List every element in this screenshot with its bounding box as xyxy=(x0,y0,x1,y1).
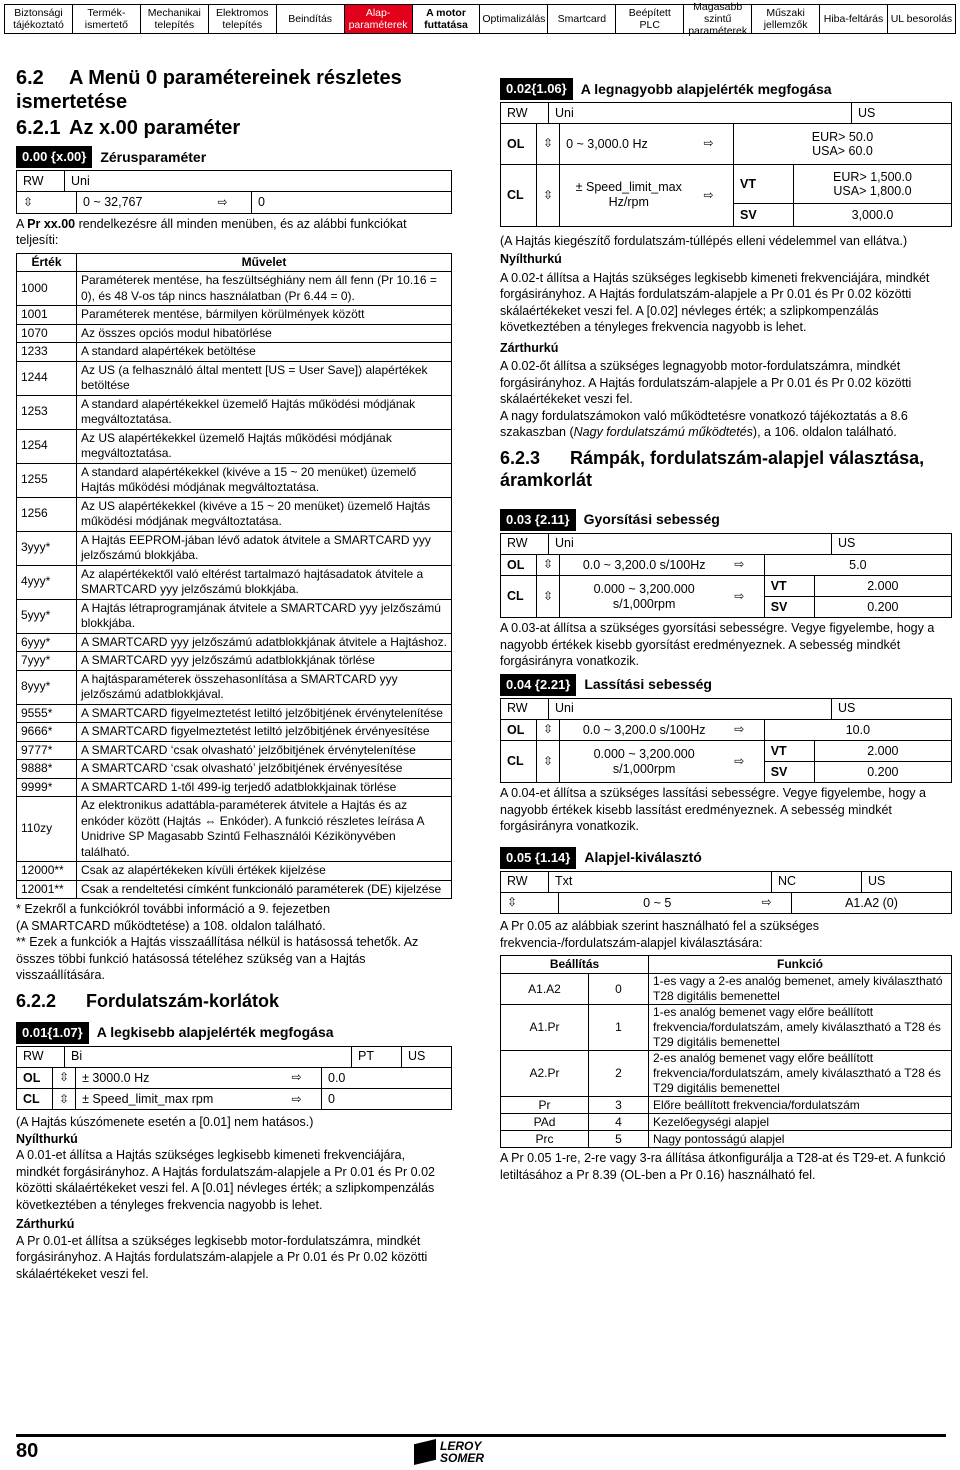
table-row xyxy=(17,741,452,760)
arrow-icon: ⇨ xyxy=(291,1070,302,1085)
param-table: RW Uni US xyxy=(500,533,952,555)
param-name: Gyorsítási sebesség xyxy=(583,511,720,528)
row-action: A SMARTCARD yyy jelzőszámú adatblokkjának átvitele a Hajtáshoz. xyxy=(77,633,452,652)
closed-loop-heading: Zárthurkú xyxy=(16,1217,75,1231)
setting-number: 5 xyxy=(589,1131,649,1148)
nav-tab[interactable]: Mechanikai telepítés xyxy=(141,5,209,33)
updown-icon: ⇳ xyxy=(543,187,554,202)
row-value: 5yyy* xyxy=(17,599,77,633)
table-row xyxy=(17,463,452,497)
nav-tab[interactable]: Termék-ismertető xyxy=(73,5,141,33)
row-action: A Hajtás létraprogramjának átvitele a SMARTCARD yyy jelzőszámú blokkjába. xyxy=(77,599,452,633)
param-table: RW Uni US xyxy=(500,102,952,124)
table-row xyxy=(17,361,452,395)
param-range-table: ⇳ 0 ~ 32,767 ⇨ 0 xyxy=(16,192,452,214)
updown-icon: ⇳ xyxy=(543,557,554,572)
logo-mark-icon xyxy=(414,1439,436,1465)
param-id: 0.04 {2.21} xyxy=(500,674,576,696)
row-action: A standard alapértékekkel (kivéve a 15 ~ 20 menüket) üzemelő Hajtás működési módjának megváltoztatása. xyxy=(77,463,452,497)
table-row xyxy=(501,974,952,1005)
row-value: 1244 xyxy=(17,361,77,395)
param-range-table: OL ⇳ 0.0 ~ 3,200.0 s/100Hz ⇨ 10.0 CL ⇳ 0.000 ~ 3,200.000 s/1,000rpm ⇨ VT 2.000 SV 0.200 xyxy=(500,720,952,784)
section-heading: 6.2 A Menü 0 paramétereinek részletes ismertetése xyxy=(16,67,402,113)
updown-icon: ⇳ xyxy=(507,895,518,910)
param-range-table: OL ⇳ 0 ~ 3,000.0 Hz ⇨ EUR> 50.0 USA> 60.0 CL ⇳ ± Speed_limit_max Hz/rpm ⇨ VT EUR> 1,500.0 USA> 1,800.0 SV 3,000.0 xyxy=(500,124,952,227)
param-block-0-03 xyxy=(500,509,952,619)
table-row xyxy=(17,306,452,325)
setting-function: 1-es vagy a 2-es analóg bemenet, amely kiválasztható T28 digitális bemenettel xyxy=(649,974,952,1005)
updown-icon: ⇳ xyxy=(59,1070,70,1085)
nav-tab-active[interactable]: Alap-paraméterek xyxy=(345,5,413,33)
arrow-icon: ⇨ xyxy=(734,589,745,604)
table-row xyxy=(17,324,452,343)
row-value: 1000 xyxy=(17,272,77,306)
table-row xyxy=(17,723,452,742)
row-value: 1001 xyxy=(17,306,77,325)
nav-tab[interactable]: Beindítás xyxy=(277,5,345,33)
footnote-1: * Ezekről a funkciókról további információ a 9. fejezetben (A SMARTCARD működtetése) a 108. oldalon található. xyxy=(16,902,331,933)
table-row xyxy=(17,880,452,899)
setting-code: PAd xyxy=(501,1114,589,1131)
arrow-icon: ⇨ xyxy=(217,194,228,209)
nav-tab[interactable]: Optimalizálás xyxy=(480,5,548,33)
nav-tab[interactable]: Smartcard xyxy=(548,5,616,33)
row-action: Az elektronikus adattábla-paraméterek átvitele a Hajtás és az enkóder között (Hajtás ⇔ Enkóder). A funkció részletes leírása A Unidrive SP Magasabb Szintű Felhasználói Kézikönyvében található. xyxy=(77,797,452,862)
table-row xyxy=(17,778,452,797)
closed-loop-text: A Pr 0.01-et állítsa a szükséges legkisebb motor-fordulatszámra, mindkét forgásirányhoz. A Hajtás fordulatszám-alapjele a Pr 0.01 és Pr 0.02 közötti skálaértékeket veszi fel. xyxy=(16,1233,428,1281)
row-value: 9888* xyxy=(17,760,77,779)
setting-number: 2 xyxy=(589,1051,649,1097)
table-row xyxy=(17,565,452,599)
param-table: RW Bi PT US xyxy=(16,1046,452,1068)
param-id: 0.05 {1.14} xyxy=(500,847,576,869)
row-action: A SMARTCARD yyy jelzőszámú adatblokkjának törlése xyxy=(77,652,452,671)
row-value: 12001** xyxy=(17,880,77,899)
arrow-icon: ⇨ xyxy=(703,136,714,151)
arrow-icon: ⇨ xyxy=(734,557,745,572)
table-row xyxy=(17,670,452,704)
table-row xyxy=(501,1131,952,1148)
setting-number: 0 xyxy=(589,974,649,1005)
row-value: 9666* xyxy=(17,723,77,742)
row-value: 1233 xyxy=(17,343,77,362)
setting-function: Nagy pontosságú alapjel xyxy=(649,1131,952,1148)
param-block-0-04 xyxy=(500,674,952,784)
updown-icon: ⇳ xyxy=(23,194,34,209)
table-row xyxy=(501,1097,952,1114)
table-row xyxy=(501,1005,952,1051)
arrow-icon: ⇨ xyxy=(703,187,714,202)
setting-number: 4 xyxy=(589,1114,649,1131)
arrow-icon: ⇨ xyxy=(734,754,745,769)
table-row xyxy=(17,704,452,723)
arrow-icon: ⇨ xyxy=(291,1091,302,1106)
row-action: A standard alapértékekkel üzemelő Hajtás működési módjának megváltoztatása. xyxy=(77,395,452,429)
param-name: A legnagyobb alapjelérték megfogása xyxy=(580,80,832,97)
row-value: 4yyy* xyxy=(17,565,77,599)
left-column xyxy=(16,66,452,1282)
subsection-heading: 6.2.3 Rámpák, fordulatszám-alapjel választása, áramkorlát xyxy=(500,447,925,490)
more-info-text: A nagy fordulatszámokon való működtetésre vonatkozó tájékoztatás a 8.6 szakaszban (Nagy fordulatszámú működtetés), a 106. oldalon található. xyxy=(500,408,908,439)
setting-function: 2-es analóg bemenet vagy előre beállított frekvencia/fordulatszám, amely kiválasztható a T28 és T29 digitális bemenettel xyxy=(649,1051,952,1097)
param-table: RW Uni US xyxy=(500,698,952,720)
row-action: Paraméterek mentése, bármilyen körülmények között xyxy=(77,306,452,325)
row-value: 110zy xyxy=(17,797,77,862)
param-range-table: OL ⇳ 0.0 ~ 3,200.0 s/100Hz ⇨ 5.0 CL ⇳ 0.000 ~ 3,200.000 s/1,000rpm ⇨ VT 2.000 SV 0.200 xyxy=(500,555,952,619)
arrow-icon: ⇨ xyxy=(761,895,772,910)
param-tail-text: A Pr 0.05 1-re, 2-re vagy 3-ra állítása átkonfigurálja a T28-at és T29-et. A funkció letiltásához a Pr 8.39 (OL-ben a Pr 0.16) használható fel. xyxy=(500,1151,946,1182)
table-row xyxy=(17,633,452,652)
row-action: A standard alapértékek betöltése xyxy=(77,343,452,362)
row-value: 12000** xyxy=(17,862,77,881)
subsection-heading: 6.2.2 Fordulatszám-korlátok xyxy=(16,990,280,1011)
setting-function: Kezelőegységi alapjel xyxy=(649,1114,952,1131)
param-table: RW Txt NC US xyxy=(500,871,952,893)
setting-code: Prc xyxy=(501,1131,589,1148)
table-row xyxy=(17,429,452,463)
right-column xyxy=(500,74,952,1183)
nav-tab[interactable]: Műszaki jellemzők xyxy=(752,5,820,33)
chapter-nav xyxy=(4,1,956,37)
row-action: A SMARTCARD 1-től 499-ig terjedő adatblokkjainak törlése xyxy=(77,778,452,797)
row-action: A hajtásparaméterek összehasonlítása a SMARTCARD yyy jelzőszámú adatblokkjával. xyxy=(77,670,452,704)
setting-code: A1.Pr xyxy=(501,1005,589,1051)
selector-table: Beállítás Funkció A1.A2 0 1-es vagy a 2-es analóg bemenet, amely kiválasztható T28 digitális bemenettel A1.Pr 1 1-es analóg bemenet vagy előre beállított frekvencia/fordulatszám, amely kiválasztható a T28 és T29 digitális bemenettel A2.Pr 2 2-es analóg bemenet vagy előre beállított frekvencia/fordulatszám, amely kiválasztható a T28 és T29 digitális bemenettel Pr 3 Előre beállított frekvencia/fordulatszám PAd 4 Kezelőegységi alapjel Prc 5 Nagy pontosságú alapjel xyxy=(500,955,952,1148)
table-row xyxy=(17,862,452,881)
updown-icon: ⇳ xyxy=(543,754,554,769)
nav-tab[interactable]: Elektromos telepítés xyxy=(209,5,277,33)
updown-icon: ⇳ xyxy=(543,136,554,151)
row-value: 1070 xyxy=(17,324,77,343)
param-range-table: ⇳ 0 ~ 5 ⇨ A1.A2 (0) xyxy=(500,893,952,915)
row-value: 3yyy* xyxy=(17,531,77,565)
row-value: 1254 xyxy=(17,429,77,463)
param-id: 0.00 {x.00} xyxy=(16,146,92,168)
table-row xyxy=(17,272,452,306)
row-action: Az összes opciós modul hibatörlése xyxy=(77,324,452,343)
leroy-somer-logo: LEROY SOMER xyxy=(414,1437,518,1467)
param-range-table: OL ⇳ ± 3000.0 Hz ⇨ 0.0 CL ⇳ ± Speed_limit_max rpm ⇨ 0 xyxy=(16,1068,452,1111)
subsection-heading: 6.2.1 Az x.00 paraméter xyxy=(16,117,241,139)
param-table: RW Uni xyxy=(16,170,452,192)
setting-function: Előre beállított frekvencia/fordulatszám xyxy=(649,1097,952,1114)
row-value: 1255 xyxy=(17,463,77,497)
row-action: Az alapértékektől való eltérést tartalmazó hajtásadatok átvitele a SMARTCARD yyy jelzőszámú blokkjába. xyxy=(77,565,452,599)
open-loop-text: A 0.01-et állítsa a Hajtás szükséges legkisebb kimeneti frekvenciájára, mindkét forgásirányhoz. A Hajtás fordulatszám-alapjele a Pr 0.01 és Pr 0.02 közötti skálaértékeket veszi fel. A [0.01] névleges érték; a szlipkompenzálás következtében a tényleges frekvencia nagyobb is lehet. xyxy=(16,1148,435,1212)
table-row xyxy=(17,599,452,633)
row-action: A SMARTCARD figyelmeztetést letiltó jelzőbitjének érvényesítése xyxy=(77,723,452,742)
closed-loop-text: A 0.02-őt állítsa a szükséges legnagyobb motor-fordulatszámra, mindkét forgásirányhoz. A Hajtás fordulatszám-alapjele a Pr 0.01 és Pr 0.02 közötti skálaértékeket veszi fel. xyxy=(500,359,912,406)
param-id: 0.02{1.06} xyxy=(500,78,573,100)
open-loop-text: A 0.02-t állítsa a Hajtás szükséges legkisebb kimeneti frekvenciájára, mindkét forgásirányhoz. A Hajtás fordulatszám-alapjele a Pr 0.01 és Pr 0.02 közötti skálaértékeket veszi fel. A [0.02] névleges érték; a szlipkompenzálás következtében a tényleges frekvencia nagyobb is lehet. xyxy=(500,270,930,334)
table-row xyxy=(501,1114,952,1131)
param-name: Zérusparaméter xyxy=(100,148,207,165)
param-id: 0.03 {2.11} xyxy=(500,509,576,531)
row-value: 7yyy* xyxy=(17,652,77,671)
nav-tab[interactable]: A motor futtatása xyxy=(413,5,481,33)
param-note: (A Hajtás kúszómenete esetén a [0.01] nem hatásos.) xyxy=(16,1115,314,1129)
row-action: A SMARTCARD ‘csak olvasható’ jelzőbitjének érvényesítése xyxy=(77,760,452,779)
updown-icon: ⇳ xyxy=(543,589,554,604)
nav-tab[interactable]: Beépített PLC xyxy=(616,5,684,33)
row-action: A Hajtás EEPROM-jában lévő adatok átvitele a SMARTCARD yyy jelzőszámú blokkjába. xyxy=(77,531,452,565)
setting-code: A1.A2 xyxy=(501,974,589,1005)
param-id: 0.01{1.07} xyxy=(16,1022,89,1044)
setting-code: Pr xyxy=(501,1097,589,1114)
intro-text: A Pr xx.00 rendelkezésre áll minden menüben, és az alábbi funkciókat teljesíti: xyxy=(16,216,407,247)
table-row xyxy=(17,395,452,429)
row-action: Az US alapértékekkel üzemelő Hajtás működési módjának megváltoztatása. xyxy=(77,429,452,463)
setting-number: 3 xyxy=(589,1097,649,1114)
row-value: 9777* xyxy=(17,741,77,760)
footnote-2: ** Ezek a funkciók a Hajtás visszaállítása nélkül is hatásossá tehetők. Az összes többi funkció hatásossá tételéhez szükség van a Hajtás visszaállítására. xyxy=(16,935,419,982)
nav-tab[interactable]: Hiba-feltárás xyxy=(820,5,888,33)
param-block-0-05 xyxy=(500,847,952,915)
arrow-icon: ⇨ xyxy=(734,722,745,737)
table-row xyxy=(17,652,452,671)
row-action: Csak az alapértékeken kívüli értékek kijelzése xyxy=(77,862,452,881)
table-row xyxy=(17,343,452,362)
row-value: 8yyy* xyxy=(17,670,77,704)
row-action: A SMARTCARD figyelmeztetést letiltó jelzőbitjének érvénytelenítése xyxy=(77,704,452,723)
row-action: Csak a rendeltetési címként funkcionáló paraméterek (DE) kijelzése xyxy=(77,880,452,899)
param-text: A 0.04-et állítsa a szükséges lassítási sebességre. Vegye figyelembe, hogy a nagyobb értékek kisebb lassítást eredményeznek. A sebesség mindkét forgásirányra vonatkozik. xyxy=(500,786,926,833)
row-value: 6yyy* xyxy=(17,633,77,652)
table-row xyxy=(17,497,452,531)
row-action: Paraméterek mentése, ha feszültséghiány nem áll fenn (Pr 10.16 = 0), és 48 V-os táp nincs használatban (Pr 6.44 = 0). xyxy=(77,272,452,306)
table-row xyxy=(17,797,452,862)
open-loop-heading: Nyílthurkú xyxy=(16,1131,78,1146)
param-name: Lassítási sebesség xyxy=(584,676,712,693)
param-block-0-02 xyxy=(500,78,952,227)
page-number: 80 xyxy=(16,1440,39,1462)
updown-icon: ⇳ xyxy=(543,722,554,737)
updown-icon: ⇳ xyxy=(59,1091,70,1106)
setting-code: A2.Pr xyxy=(501,1051,589,1097)
nav-tab[interactable]: UL besorolás xyxy=(888,5,955,33)
param-note: (A Hajtás kiegészítő fordulatszám-túllépés elleni védelemmel van ellátva.) xyxy=(500,233,908,248)
row-value: 1253 xyxy=(17,395,77,429)
nav-tab[interactable]: Biztonsági tájékoztató xyxy=(5,5,73,33)
nav-tab[interactable]: Magasabb szintű paraméterek xyxy=(684,5,752,33)
setting-number: 1 xyxy=(589,1005,649,1051)
closed-loop-heading: Zárthurkú xyxy=(500,340,559,355)
param-text: A Pr 0.05 az alábbiak szerint használható fel a szükséges frekvencia-/fordulatszám-alapjel kiválasztására: xyxy=(500,919,819,950)
param-name: A legkisebb alapjelérték megfogása xyxy=(96,1024,334,1041)
row-action: Az US (a felhasználó által mentett [US = User Save]) alapértékek betöltése xyxy=(77,361,452,395)
param-name: Alapjel-kiválasztó xyxy=(584,849,702,866)
row-value: 9999* xyxy=(17,778,77,797)
row-value: 9555* xyxy=(17,704,77,723)
row-action: A SMARTCARD ‘csak olvasható’ jelzőbitjének érvénytelenítése xyxy=(77,741,452,760)
row-value: 1256 xyxy=(17,497,77,531)
param-block-0-00 xyxy=(16,146,452,214)
open-loop-heading: Nyílthurkú xyxy=(500,252,562,266)
param-block-0-01 xyxy=(16,1022,452,1111)
setting-function: 1-es analóg bemenet vagy előre beállított frekvencia/fordulatszám, amely kiválasztható a T28 és T29 digitális bemenettel xyxy=(649,1005,952,1051)
function-table: Érték Művelet 1000 Paraméterek mentése, ha feszültséghiány nem áll fenn (Pr 10.16 = 0), és 48 V-os táp nincs használatban (Pr 6.44 = 0). 1001 Paraméterek mentése, bármilyen körülmények között 1070 Az összes opciós modul hibatörlése 1233 A standard alapértékek betöltése 1244 Az US (a felhasználó által mentett [US = User Save]) alapértékek betöltése 1253 A standard alapértékekkel üzemelő Hajtás működési módjának megváltoztatása. 1254 Az US alapértékekkel üzemelő Hajtás működési módjának megváltoztatása. 1255 A standard alapértékekkel (kivéve a 15 ~ 20 menüket) üzemelő Hajtás működési módjának megváltoztatása. 1256 Az US alapértékekkel (kivéve a 15 ~ 20 menüket) üzemelő Hajtás működési módjának megváltoztatása. 3yyy* A Hajtás EEPROM-jában lévő adatok átvitele a SMARTCARD yyy jelzőszámú blokkjába. 4yyy* Az alapértékektől való eltérést tartalmazó hajtásadatok átvitele a SMARTCARD yyy jelzőszámú blokkjába. 5yyy* A Hajtás létraprogramjának átvitele a SMARTCARD yyy jelzőszámú blokkjába. 6yyy* A SMARTCARD yyy jelzőszámú adatblokkjának átvitele a Hajtáshoz. 7yyy* A SMARTCARD yyy jelzőszámú adatblokkjának törlése 8yyy* A hajtásparaméterek összehasonlítása a SMARTCARD yyy jelzőszámú adatblokkjával. 9555* A SMARTCARD figyelmeztetést letiltó jelzőbitjének érvénytelenítése 9666* A SMARTCARD figyelmeztetést letiltó jelzőbitjének érvényesítése 9777* A SMARTCARD ‘csak olvasható’ jelzőbitjének érvénytelenítése 9888* A SMARTCARD ‘csak olvasható’ jelzőbitjének érvényesítése 9999* A SMARTCARD 1-től 499-ig terjedő adatblokkjainak törlése 110zy Az elektronikus adattábla-paraméterek átvitele a Hajtás és az enkóder között (Hajtás ⇔ Enkóder). A funkció részletes leírása A Unidrive SP Magasabb Szintű Felhasználói Kézikönyvében található. 12000** Csak az alapértékeken kívüli értékek kijelzése 12001** Csak a rendeltetési címként funkcionáló paraméterek (DE) kijelzése xyxy=(16,253,452,900)
table-row xyxy=(501,1051,952,1097)
param-text: A 0.03-at állítsa a szükséges gyorsítási sebességre. Vegye figyelembe, hogy a nagyobb értékek kisebb gyorsítást eredményeznek. A sebesség mindkét forgásirányra vonatkozik. xyxy=(500,621,935,668)
row-action: Az US alapértékekkel (kivéve a 15 ~ 20 menüket) üzemelő Hajtás működési módjának megváltoztatása. xyxy=(77,497,452,531)
table-row xyxy=(17,760,452,779)
table-row xyxy=(17,531,452,565)
